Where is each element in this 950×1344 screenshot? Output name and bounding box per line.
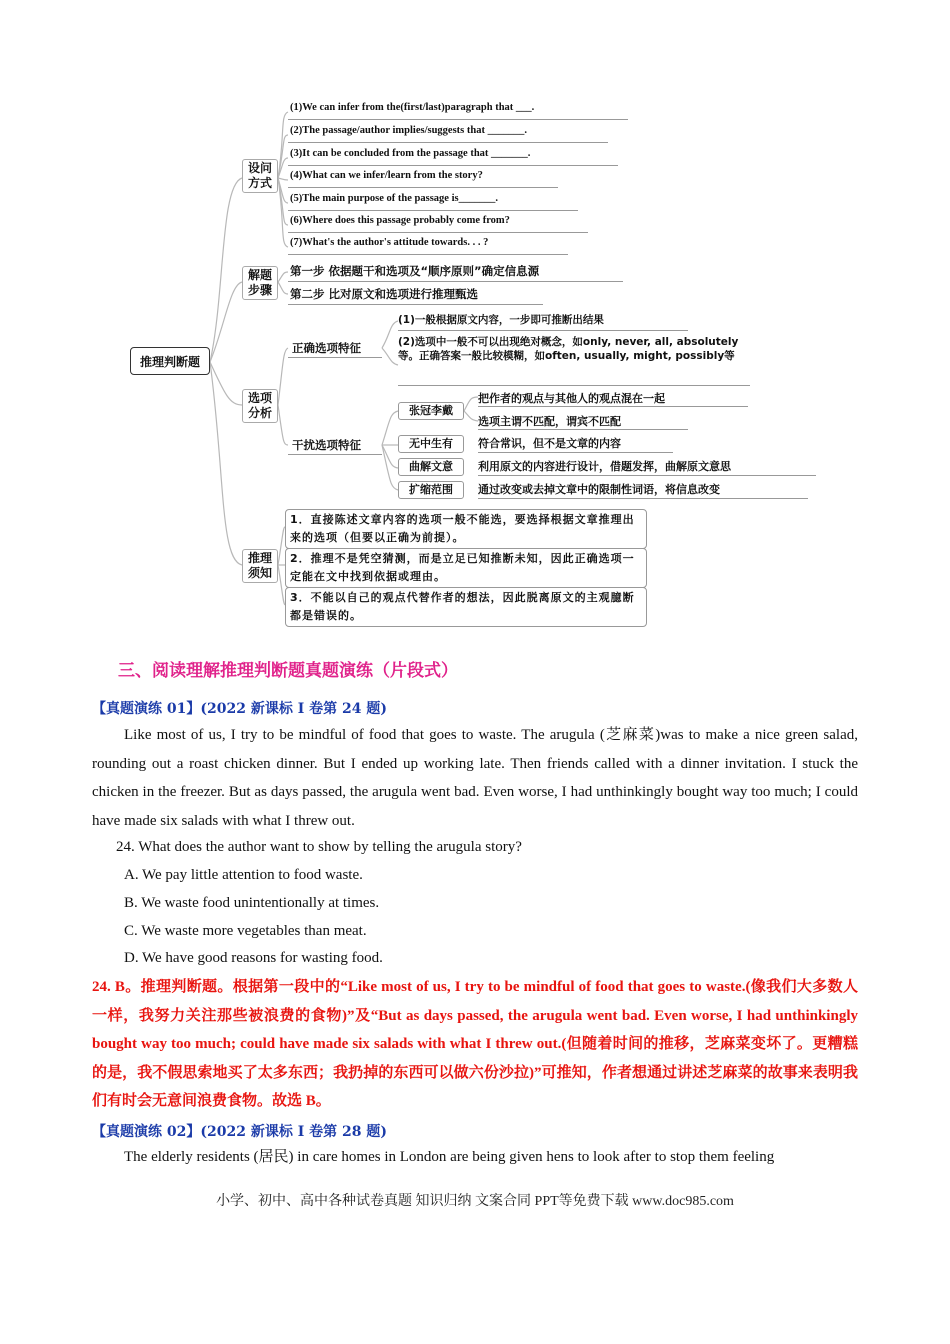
divider: [288, 119, 628, 120]
exercise-1-option-c: C. We waste more vegetables than meat.: [124, 923, 367, 939]
divider: [478, 406, 748, 407]
branch-inference-notes: [242, 549, 278, 583]
section-title: 三、阅读理解推理判断题真题演练（片段式）: [118, 661, 458, 681]
page-footer: 小学、初中、高中各种试卷真题 知识归纳 文案合同 PPT等免费下载 www.doc985.com: [216, 1194, 734, 1209]
divider: [478, 475, 816, 476]
question-form-7: (7)What's the author's attitude towards. . . ?: [290, 237, 489, 248]
distractor-desc-2: 符合常识，但不是文章的内容: [478, 437, 621, 450]
divider: [478, 498, 808, 499]
distractor-desc-1a: 把作者的观点与其他人的观点混在一起: [478, 392, 665, 405]
divider: [288, 232, 588, 233]
exercise-1-passage: [92, 721, 858, 835]
question-form-2: (2)The passage/author implies/suggests that _______.: [290, 125, 527, 136]
exercise-1-answer: 24. B。推理判断题。根据第一段中的“Like most of us, I try to be mindful of food that goes to waste.(像我们大多数人一样，我努力关注那些被浪费的食物)”及“But as days passed, the arugula went bad. Even worse, I had unthinkingly bought way too much; could have made six salads with what I threw out.(但随着时间的推移，芝麻菜变坏了。更糟糕的是，我不假思索地买了太多东西；我扔掉的东西可以做六份沙拉)”可推知，作者想通过讲述芝麻菜的故事来表明我们有时会无意间浪费食物。故选 B。: [92, 979, 858, 1110]
question-form-6: (6)Where does this passage probably come from?: [290, 215, 510, 226]
divider: [288, 454, 382, 455]
solve-step-1: 第一步 依据题干和选项及“顺序原则”确定信息源: [290, 264, 540, 278]
exercise-2-passage-text: The elderly residents (居民) in care homes in London are being given hens to look after to stop them feeling: [124, 1149, 775, 1165]
question-form-1: (1)We can infer from the(first/last)paragraph that ___.: [290, 102, 535, 113]
distractor-desc-1b: 选项主谓不匹配，谓宾不匹配: [478, 415, 621, 428]
exercise-2-heading: 【真题演练 02】(2022 新课标 I 卷第 28 题): [92, 1124, 387, 1140]
exercise-2-passage: [92, 1143, 858, 1172]
distractor-desc-4: 通过改变或去掉文章中的限制性词语，将信息改变: [478, 483, 720, 496]
branch-options-label: 选项 分析: [247, 391, 272, 420]
divider: [288, 304, 543, 305]
correct-feature-2: (2)选项中一般不可以出现绝对概念，如only, never, all, absolutely等。正确答案一般比较模糊，如often, usually, might, possibly等: [398, 336, 739, 362]
divider: [288, 210, 578, 211]
divider: [398, 330, 688, 331]
correct-option-label: 正确选项特征: [292, 341, 361, 355]
inference-note-1: 1．直接陈述文章内容的选项一般不能选，要选择根据文章推理出来的选项（但要以正确为前提）。: [285, 509, 647, 549]
divider: [288, 357, 382, 358]
divider: [398, 385, 750, 386]
question-form-3: (3)It can be concluded from the passage that _______.: [290, 148, 531, 159]
distractor-type-4: 扩缩范围: [398, 481, 464, 499]
branch-steps-label: 解题 步骤: [247, 268, 272, 297]
divider: [288, 165, 618, 166]
divider: [288, 254, 568, 255]
exercise-1-option-d: D. We have good reasons for wasting food.: [124, 950, 383, 966]
correct-feature-1: (1)一般根据原文内容，一步即可推断出结果: [398, 314, 604, 326]
branch-option-analysis: [242, 389, 278, 423]
exercise-1-option-b: B. We waste food unintentionally at times.: [124, 895, 380, 911]
branch-ask-method: [242, 159, 278, 193]
branch-solve-steps: [242, 266, 278, 300]
question-form-4: (4)What can we infer/learn from the story?: [290, 170, 483, 181]
distractor-type-1: 张冠李戴: [398, 402, 464, 420]
mind-map-root: 推理判断题: [130, 347, 210, 375]
divider: [478, 429, 688, 430]
exercise-1-question: 24. What does the author want to show by telling the arugula story?: [116, 839, 522, 855]
branch-ask-label: 设问 方式: [247, 161, 272, 190]
distractor-desc-3: 利用原文的内容进行设计，借题发挥，曲解原文意思: [478, 460, 731, 473]
distractor-type-2: 无中生有: [398, 435, 464, 453]
exercise-1-heading: 【真题演练 01】(2022 新课标 I 卷第 24 题): [92, 701, 387, 717]
question-form-5: (5)The main purpose of the passage is_______.: [290, 193, 498, 204]
exercise-1-passage-text: Like most of us, I try to be mindful of food that goes to waste. The arugula (芝麻菜)was to make a nice green salad, rounding out a roast chicken dinner. But I ended up working late. Then friends called with a dinner invitation. I stuck the chicken in the freezer. But as days passed, the arugula went bad. Even worse, I had unthinkingly bought way too much; I could have made six salads with what I threw out.: [92, 727, 858, 829]
exercise-1-option-a: A. We pay little attention to food waste.: [124, 867, 363, 883]
branch-notes-label: 推理 须知: [247, 551, 272, 580]
inference-note-2: 2．推理不是凭空猜测，而是立足已知推断未知，因此正确选项一定能在文中找到依据或理由。: [285, 548, 647, 588]
distractor-option-label: 干扰选项特征: [292, 438, 361, 452]
distractor-type-3: 曲解文意: [398, 458, 464, 476]
divider: [288, 142, 608, 143]
inference-note-3: 3．不能以自己的观点代替作者的想法，因此脱离原文的主观臆断都是错误的。: [285, 587, 647, 627]
divider: [288, 187, 558, 188]
mind-map: [120, 95, 820, 625]
divider: [288, 281, 623, 282]
solve-step-2: 第二步 比对原文和选项进行推理甄选: [290, 287, 479, 301]
divider: [478, 452, 673, 453]
